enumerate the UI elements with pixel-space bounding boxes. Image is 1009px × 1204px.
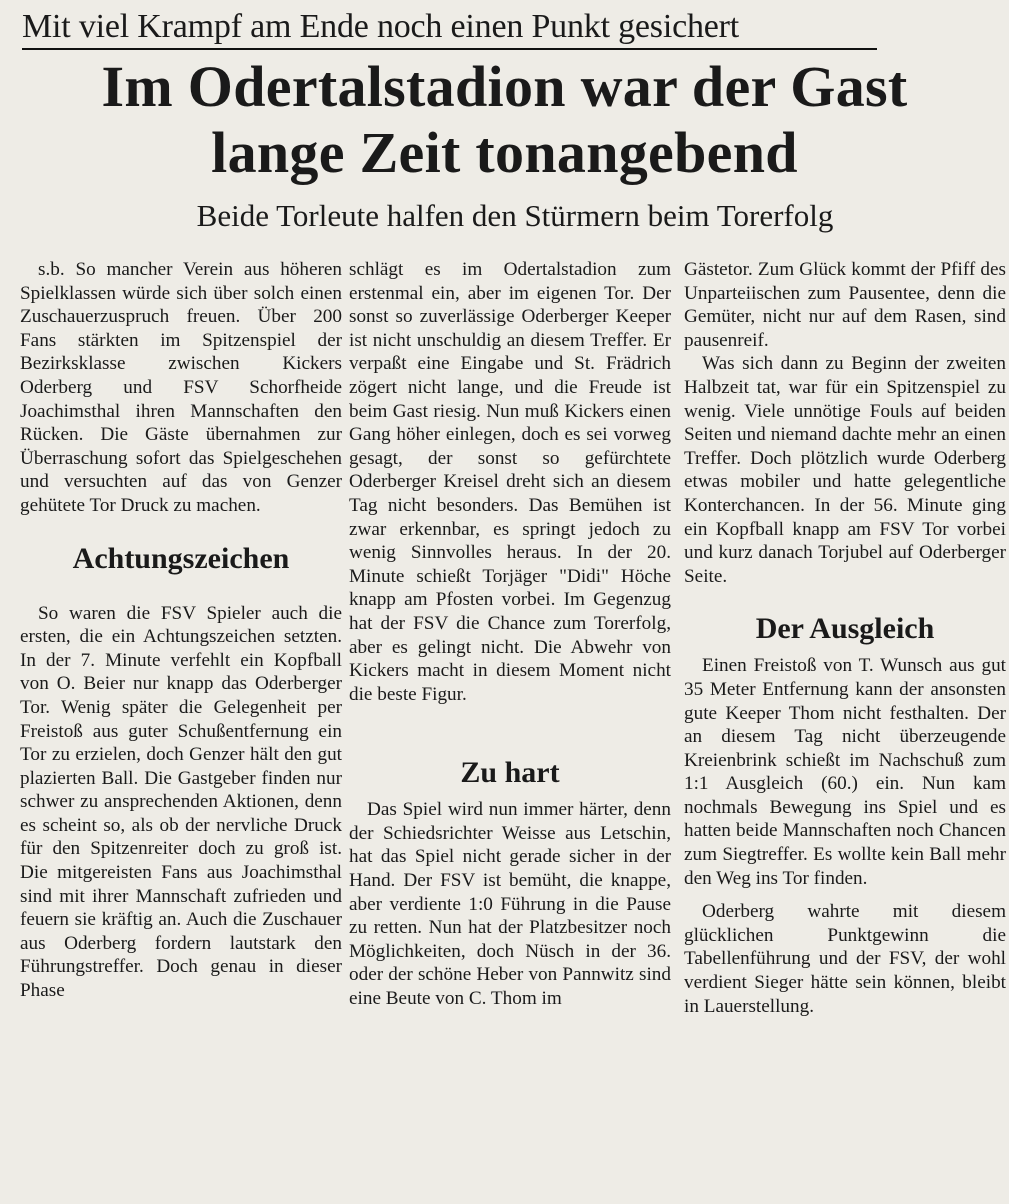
article-subheadline: Beide Torleute halfen den Stürmern beim Torerfolg [196, 198, 834, 233]
section-heading-achtungszeichen: Achtungszeichen [72, 541, 290, 575]
paragraph: Gästetor. Zum Glück kommt der Pfiff des Unparteiischen zum Pausentee, denn die Gemüter, nicht nur auf dem Rasen, sind pausenreif. [684, 259, 1006, 351]
paragraph: schlägt es im Odertalstadion zum erstenmal ein, aber im eigenen Tor. Der sonst so zuverlässige Oderberger Keeper ist nicht unschuldig an diesem Treffer. Er verpaßt eine Eingabe und St. Frädrich zögert nicht lange, und die Freude ist beim Gast riesig. Nun muß Kickers einen Gang höher einlegen, doch es sei vorweg gesagt, der sonst so gefürchtete Oderberger Kreisel dreht sich an diesem Tag nicht besonders. Das Bemühen ist zwar erkennbar, es springt jedoch zu wenig Sinnvolles heraus. In der 20. Minute schießt Torjäger "Didi" Höche knapp am Pfosten vorbei. Im Gegenzug hat der FSV die Chance zum Torerfolg, aber es gelingt nicht. Die Abwehr von Kickers macht in diesem Moment nicht die beste Figur. [349, 259, 671, 705]
column-2 [349, 258, 671, 1011]
section-heading-zu-hart: Zu hart [460, 756, 560, 790]
paragraph: Oderberg wahrte mit diesem glücklichen Punktgewinn die Tabellenführung und der FSV, der wohl verdient Sieger hätte sein können, bleibt in Lauerstellung. [684, 901, 1006, 1017]
paragraph: Das Spiel wird nun immer härter, denn der Schiedsrichter Weisse aus Letschin, hat das Spiel nicht gerade sicher in der Hand. Der FSV ist bemüht, die knappe, aber verdiente 1:0 Führung in die Pause zu retten. Nun hat der Platzbesitzer noch Möglichkeiten, doch Nüsch in der 36. oder der schöne Heber von Pannwitz sind eine Beute von C. Thom im [349, 799, 671, 1010]
paragraph-gap [684, 890, 1006, 900]
column-1 [20, 258, 342, 1003]
paragraph: Was sich dann zu Beginn der zweiten Halbzeit tat, war für ein Spitzenspiel zu wenig. Viele unnötige Fouls auf beiden Seiten und niemand dachte mehr an einen Treffer. Doch plötzlich wurde Oderberg etwas mobiler und hatte gelegentliche Konterchancen. In der 56. Minute ging ein Kopfball knapp am FSV Tor vorbei und kurz danach Torjubel auf Oderberger Seite. [684, 353, 1006, 587]
article-kicker: Mit viel Krampf am Ende noch einen Punkt gesichert [22, 8, 877, 50]
paragraph: So waren die FSV Spieler auch die ersten, die ein Achtungszeichen setzten. In der 7. Minute verfehlt ein Kopfball von O. Beier nur knapp das Oderberger Tor. Wenig später die Gelegenheit per Freistoß aus guter Schußentfernung ein Tor zu erzielen, doch Genzer hält den gut plazierten Ball. Die Gastgeber finden nur schwer zu ansprechenden Aktionen, denn es scheint so, als ob der nervliche Druck für den Spitzenreiter doch zu groß ist. Die mitgereisten Fans aus Joachimsthal sind mit ihrer Mannschaft zufrieden und feuern sie kräftig an. Auch die Zuschauer aus Oderberg fordern lautstark den Führungstreffer. Doch genau in dieser Phase [20, 602, 342, 1002]
section-heading-der-ausgleich: Der Ausgleich [755, 612, 935, 646]
headline-line-1: Im Odertalstadion war der Gast [101, 54, 908, 119]
headline-line-2: lange Zeit tonangebend [211, 120, 798, 185]
paragraph: Einen Freistoß von T. Wunsch aus gut 35 Meter Entfernung kann der ansonsten gute Keeper Thom nicht festhalten. Der an diesem Tag nicht überzeugende Kreienbrink schießt im Nachschuß zum 1:1 Ausgleich (60.) ein. Nun kam nochmals Bewegung ins Spiel und es hatten beide Mannschaften noch Chancen zum Siegtreffer. Es wollte kein Ball mehr den Weg ins Tor finden. [684, 655, 1006, 889]
article-headline [0, 54, 1009, 186]
paragraph: s.b. So mancher Verein aus höheren Spielklassen würde sich über solch einen Zuschauerzuspruch freuen. Über 200 Fans stärkten im Spitzenspiel der Bezirksklasse zwischen Kickers Oderberg und FSV Schorfheide Joachimsthal ihren Mannschaften den Rücken. Die Gäste übernahmen zur Überraschung sofort das Spielgeschehen und versuchten auf das von Genzer gehütete Tor Druck zu machen. [20, 259, 342, 516]
column-3 [684, 258, 1006, 1018]
